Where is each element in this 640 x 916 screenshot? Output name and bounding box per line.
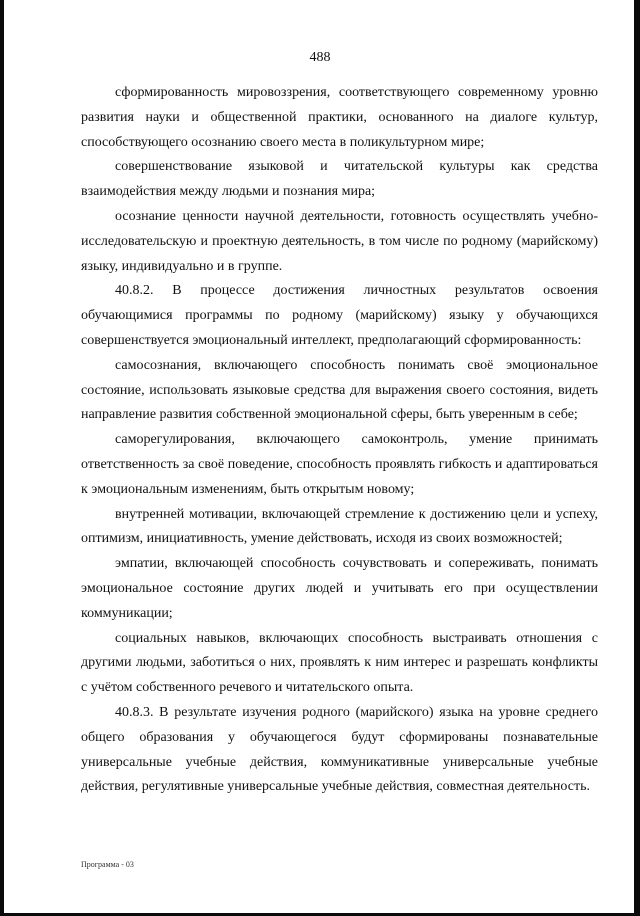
paragraph: социальных навыков, включающих способность выстраивать отношения с другими людьми, заботиться о них, проявлять к ним интерес и разрешать конфликты с учётом собственного речевого и читательского опыта. (81, 630, 598, 696)
paragraph: самосознания, включающего способность понимать своё эмоциональное состояние, использовать языковые средства для выражения своего состояния, видеть направление развития собственной эмоциональной сферы, быть уверенным в себе; (81, 357, 598, 423)
paragraph: внутренней мотивации, включающей стремление к достижению цели и успеху, оптимизм, инициативность, умение действовать, исходя из своих возможностей; (81, 506, 598, 547)
scan-edge-right (634, 0, 640, 916)
paragraph: осознание ценности научной деятельности, готовность осуществлять учебно-исследовательскую и проектную деятельность, в том числе по родному (марийскому) языку, индивидуально и в группе. (81, 208, 598, 274)
paragraph: эмпатии, включающей способность сочувствовать и сопереживать, понимать эмоциональное состояние других людей и учитывать его при осуществлении коммуникации; (81, 556, 598, 621)
scan-edge-left (0, 0, 4, 916)
paragraph: саморегулирования, включающего самоконтроль, умение принимать ответственность за своё поведение, способность проявлять гибкость и адаптироваться к эмоциональным изменениям, быть открытым новому; (81, 432, 598, 497)
paragraph: 40.8.3. В результате изучения родного (марийского) языка на уровне среднего общего образования у обучающегося будут сформированы познавательные универсальные учебные действия, коммуникативные универсальные учебные действия, регулятивные универсальные учебные действия, совместная деятельность. (81, 704, 598, 795)
paragraph: сформированность мировоззрения, соответствующего современному уровню развития науки и общественной практики, основанного на диалоге культур, способствующего осознанию своего места в поликультурном мире; (81, 85, 598, 150)
paragraph: совершенствование языковой и читательской культуры как средства взаимодействия между людьми и познания мира; (81, 159, 598, 200)
paragraph: 40.8.2. В процессе достижения личностных результатов освоения обучающимися программы по родному (марийскому) языку у обучающихся совершенствуется эмоциональный интеллект, предполагающий сформированность: (81, 283, 598, 348)
body-text (81, 81, 598, 800)
page-number: 488 (309, 50, 331, 65)
footer-note: Программа - 03 (81, 860, 134, 869)
